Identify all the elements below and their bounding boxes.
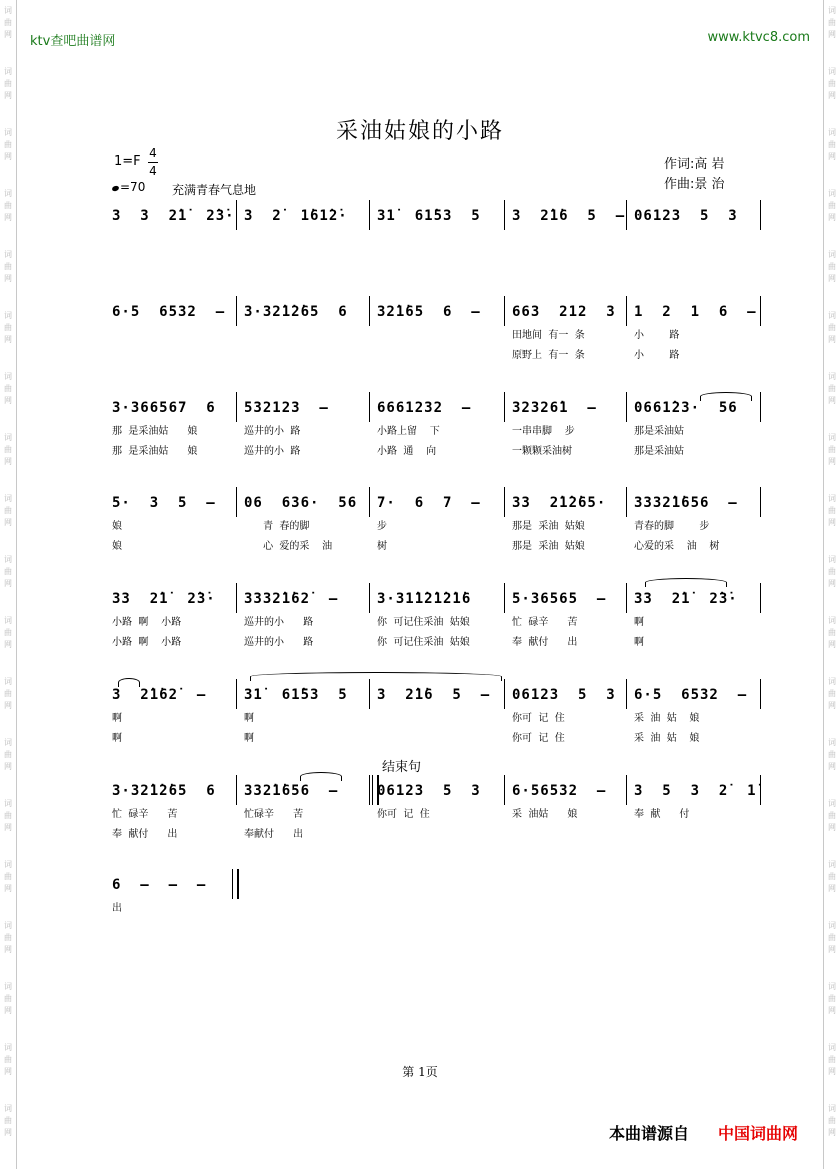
lyric-verse-1: 步 (377, 521, 387, 532)
watermark-char: 词 (4, 555, 12, 564)
watermark-char: 曲 (828, 628, 836, 637)
watermark-char: 词 (828, 1043, 836, 1052)
lyric-verse-1: 采 油姑 娘 (512, 809, 578, 820)
watermark-char: 网 (4, 640, 12, 649)
measure-notes: 06 636· 56 (244, 495, 358, 511)
lyric-verse-1: 忙碌辛 苦 (244, 809, 304, 820)
watermark-char: 网 (828, 1006, 836, 1015)
watermark-char: 网 (4, 30, 12, 39)
watermark-char: 词 (828, 250, 836, 259)
source-prefix: 本曲谱源自 (609, 1124, 690, 1143)
header-site-name[interactable]: ktv查吧曲谱网 (30, 34, 116, 49)
watermark-char: 网 (828, 640, 836, 649)
watermark-char: 网 (828, 762, 836, 771)
barline (626, 392, 627, 422)
measure-notes: 32326̇1 – (512, 400, 597, 416)
watermark-char: 网 (4, 335, 12, 344)
time-signature (148, 146, 158, 179)
watermark-char: 曲 (828, 689, 836, 698)
barline (504, 487, 505, 517)
lyric-verse-2: 巡井的小 路 (244, 637, 314, 648)
repeat-barline (372, 775, 379, 805)
watermark-char: 词 (4, 921, 12, 930)
watermark-char: 曲 (4, 506, 12, 515)
watermark-char: 词 (4, 799, 12, 808)
watermark-char: 网 (4, 518, 12, 527)
watermark-char: 曲 (828, 994, 836, 1003)
lyric-verse-2: 巡井的小 路 (244, 446, 301, 457)
lyricist-credit: 作词:高 岩 (664, 157, 725, 172)
measure-notes: 06123 5 3 (634, 208, 738, 224)
lyric-verse-1: 青 春的脚 (244, 521, 310, 532)
slur (250, 672, 502, 681)
watermark-char: 曲 (828, 201, 836, 210)
barline (369, 583, 370, 613)
measure-notes: 31̇ 61̇53 5 (244, 687, 348, 703)
watermark-char: 网 (4, 884, 12, 893)
lyric-verse-2: 啊 (634, 637, 644, 648)
barline (369, 296, 370, 326)
watermark-char: 曲 (828, 323, 836, 332)
barline (626, 487, 627, 517)
watermark-char: 词 (828, 311, 836, 320)
watermark-char: 词 (4, 250, 12, 259)
lyric-verse-2: 那 是采油姑 娘 (112, 446, 198, 457)
watermark-char: 网 (4, 1067, 12, 1076)
watermark-char: 网 (4, 91, 12, 100)
watermark-char: 曲 (4, 567, 12, 576)
watermark-char: 词 (828, 494, 836, 503)
measure-notes: 6661232 – (377, 400, 472, 416)
barline (760, 775, 761, 805)
lyric-verse-2: 采 油 姑 娘 (634, 733, 700, 744)
watermark-char: 网 (828, 701, 836, 710)
watermark-char: 曲 (4, 323, 12, 332)
watermark-char: 曲 (4, 872, 12, 881)
watermark-char: 曲 (828, 933, 836, 942)
lyric-verse-1: 那 是采油姑 娘 (112, 426, 198, 437)
watermark-char: 词 (4, 311, 12, 320)
measure-notes: 3 5 3 2̇ 1̇ (634, 783, 757, 799)
measure-notes: 33 2̇1̇ 2̇3̇· (112, 591, 216, 607)
watermark-char: 词 (4, 677, 12, 686)
final-barline (232, 869, 239, 899)
watermark-char: 词 (4, 433, 12, 442)
measure-notes: 5·36565 – (512, 591, 607, 607)
watermark-char: 曲 (828, 872, 836, 881)
lyric-verse-1: 出 (112, 903, 122, 914)
watermark-char: 词 (4, 494, 12, 503)
measure-notes: 7· 6 7 – (377, 495, 481, 511)
lyric-verse-1: 你可 记 住 (512, 713, 565, 724)
watermark-char: 词 (828, 799, 836, 808)
watermark-char: 网 (4, 213, 12, 222)
watermark-char: 词 (4, 189, 12, 198)
barline (760, 583, 761, 613)
lyric-verse-2: 啊 (112, 733, 122, 744)
measure-notes: 6 – – – (112, 877, 207, 893)
watermark-char: 曲 (4, 18, 12, 27)
watermark-char: 曲 (828, 445, 836, 454)
watermark-char: 网 (4, 823, 12, 832)
right-margin-watermark (823, 0, 840, 1169)
barline (236, 679, 237, 709)
lyric-verse-1: 巡井的小 路 (244, 426, 301, 437)
watermark-char: 网 (4, 396, 12, 405)
measure-notes: 6·56532 – (512, 783, 607, 799)
lyric-verse-2: 那是 采油 姑娘 (512, 541, 585, 552)
slur (700, 392, 752, 401)
watermark-char: 网 (828, 1128, 836, 1137)
watermark-char: 网 (828, 213, 836, 222)
watermark-char: 词 (4, 128, 12, 137)
lyric-verse-1: 一串串脚 步 (512, 426, 575, 437)
watermark-char: 词 (828, 6, 836, 15)
barline (236, 296, 237, 326)
watermark-char: 曲 (828, 750, 836, 759)
measure-notes: 3332̇1̇656 – (634, 495, 738, 511)
barline (236, 487, 237, 517)
watermark-char: 词 (828, 433, 836, 442)
lyric-verse-1: 采 油 姑 娘 (634, 713, 700, 724)
watermark-char: 曲 (4, 933, 12, 942)
barline (626, 200, 627, 230)
measure-notes: 532123 – (244, 400, 329, 416)
composer-credit: 作曲:景 治 (664, 177, 725, 192)
watermark-char: 词 (828, 555, 836, 564)
barline (236, 200, 237, 230)
watermark-char: 网 (4, 762, 12, 771)
watermark-char: 网 (4, 945, 12, 954)
lyric-verse-1: 你 可记住采油 姑娘 (377, 617, 470, 628)
watermark-char: 词 (4, 1043, 12, 1052)
lyric-verse-1: 小路上留 下 (377, 426, 440, 437)
watermark-char: 词 (828, 67, 836, 76)
lyric-verse-1: 啊 (112, 713, 122, 724)
expression-marking: 充满青春气息地 (172, 183, 257, 197)
lyric-verse-1: 啊 (244, 713, 254, 724)
measure-notes: 3 2̇1̇62̇ – (112, 687, 207, 703)
lyric-verse-2: 你 可记住采油 姑娘 (377, 637, 470, 648)
watermark-char: 网 (828, 579, 836, 588)
watermark-char: 词 (4, 372, 12, 381)
lyric-verse-2: 你可 记 住 (512, 733, 565, 744)
watermark-char: 网 (4, 274, 12, 283)
watermark-char: 网 (828, 274, 836, 283)
watermark-char: 网 (828, 30, 836, 39)
watermark-char: 曲 (828, 1116, 836, 1125)
lyric-verse-1: 小 路 (634, 330, 680, 341)
watermark-char: 曲 (828, 1055, 836, 1064)
song-title: 采油姑娘的小路 (335, 119, 504, 144)
lyric-verse-1: 忙 碌辛 苦 (512, 617, 578, 628)
measure-notes: 32̇1̇65 6 – (377, 304, 481, 320)
measure-notes: 6·5 6532 – (634, 687, 748, 703)
watermark-char: 网 (828, 518, 836, 527)
lyric-verse-1: 娘 (112, 521, 122, 532)
watermark-char: 曲 (4, 811, 12, 820)
lyric-verse-1: 奉 献 付 (634, 809, 690, 820)
watermark-char: 词 (828, 921, 836, 930)
measure-notes: 31̇ 61̇53 5 (377, 208, 481, 224)
watermark-char: 曲 (828, 506, 836, 515)
watermark-char: 网 (4, 457, 12, 466)
tempo-marking (112, 180, 145, 194)
watermark-char: 曲 (4, 79, 12, 88)
barline (369, 392, 370, 422)
watermark-char: 网 (4, 701, 12, 710)
watermark-char: 词 (4, 982, 12, 991)
slur (118, 678, 140, 687)
barline (504, 583, 505, 613)
barline (760, 679, 761, 709)
lyric-verse-2: 小 路 (634, 350, 680, 361)
lyric-verse-2: 娘 (112, 541, 122, 552)
header-site-url[interactable]: www.ktvc8.com (707, 30, 810, 45)
watermark-char: 网 (828, 457, 836, 466)
barline (504, 775, 505, 805)
key-signature: 1=F (114, 154, 141, 169)
lyric-verse-1: 那是采油姑 (634, 426, 684, 437)
measure-notes: 3 2̇1̇6 5 – (512, 208, 626, 224)
barline (369, 679, 370, 709)
lyric-verse-2: 小路 啊 小路 (112, 637, 182, 648)
barline (504, 679, 505, 709)
barline (369, 775, 370, 805)
watermark-char: 词 (4, 738, 12, 747)
barline (236, 583, 237, 613)
watermark-char: 词 (4, 1104, 12, 1113)
watermark-char: 曲 (4, 384, 12, 393)
watermark-char: 曲 (828, 811, 836, 820)
watermark-char: 词 (4, 67, 12, 76)
lyric-verse-1: 巡井的小 路 (244, 617, 314, 628)
watermark-char: 词 (828, 616, 836, 625)
measure-notes: 663 212 3 (512, 304, 616, 320)
watermark-char: 网 (828, 945, 836, 954)
watermark-char: 词 (4, 6, 12, 15)
lyric-verse-1: 啊 (634, 617, 644, 628)
watermark-char: 网 (4, 1128, 12, 1137)
watermark-char: 曲 (4, 750, 12, 759)
watermark-char: 网 (828, 884, 836, 893)
watermark-char: 曲 (4, 689, 12, 698)
measure-notes: 3·32̇1̇2̇65 6 (244, 304, 348, 320)
watermark-char: 词 (828, 372, 836, 381)
measure-notes: 3·31̇1̇2̇1̇2̇1̇6 (377, 591, 472, 607)
watermark-char: 网 (828, 335, 836, 344)
lyric-verse-2: 奉 献付 出 (512, 637, 578, 648)
measure-notes: 3·32̇1̇2̇65 6 (112, 783, 216, 799)
watermark-char: 曲 (828, 18, 836, 27)
watermark-char: 词 (828, 860, 836, 869)
ending-label: 结束句 (382, 760, 422, 775)
watermark-char: 网 (828, 152, 836, 161)
lyric-verse-2: 那是采油姑 (634, 446, 684, 457)
watermark-char: 网 (828, 1067, 836, 1076)
barline (369, 200, 370, 230)
lyric-verse-2: 小路 通 向 (377, 446, 437, 457)
barline (626, 775, 627, 805)
measure-notes: 332̇1̇656 – (244, 783, 339, 799)
barline (760, 392, 761, 422)
watermark-char: 曲 (828, 567, 836, 576)
watermark-char: 网 (828, 91, 836, 100)
measure-notes: 3 2̇1̇6 5 – (377, 687, 491, 703)
measure-notes: 33 2̇1̇ 2̇3̇· (634, 591, 738, 607)
lyric-verse-2: 心 爱的采 油 (244, 541, 333, 552)
measure-notes: 3·366567 6 (112, 400, 216, 416)
barline (760, 487, 761, 517)
slur (300, 772, 342, 781)
lyric-verse-2: 心爱的采 油 树 (634, 541, 720, 552)
source-site-link[interactable]: 中国词曲网 (718, 1124, 799, 1143)
watermark-char: 曲 (828, 262, 836, 271)
measure-notes: 06123 5 3 (512, 687, 616, 703)
watermark-char: 词 (4, 860, 12, 869)
lyric-verse-1: 你可 记 住 (377, 809, 430, 820)
watermark-char: 曲 (4, 1055, 12, 1064)
left-margin-watermark (0, 0, 17, 1169)
time-top: 4 (149, 146, 157, 160)
measure-notes: 06123 5 3 (377, 783, 481, 799)
barline (760, 296, 761, 326)
time-bottom: 4 (149, 164, 157, 178)
watermark-char: 词 (828, 1104, 836, 1113)
page-number: 第 1页 (402, 1065, 438, 1079)
measure-notes: 3 2̇ 1̇61̇2̇· (244, 208, 348, 224)
lyric-verse-2: 原野上 有一 条 (512, 350, 585, 361)
lyric-verse-1: 忙 碌辛 苦 (112, 809, 178, 820)
lyric-verse-1: 那是 采油 姑娘 (512, 521, 585, 532)
watermark-char: 词 (4, 616, 12, 625)
lyric-verse-1: 田地间 有一 条 (512, 330, 585, 341)
watermark-char: 网 (828, 823, 836, 832)
measure-notes: 3 3 2̇1̇ 2̇3̇· (112, 208, 235, 224)
measure-notes: 1 2 1 6 – (634, 304, 757, 320)
measure-notes: 3332̇1̇62̇ – (244, 591, 339, 607)
watermark-char: 曲 (4, 628, 12, 637)
quarter-note-icon (111, 185, 119, 192)
watermark-char: 词 (828, 982, 836, 991)
watermark-char: 网 (4, 1006, 12, 1015)
watermark-char: 词 (828, 128, 836, 137)
lyric-verse-2: 树 (377, 541, 387, 552)
watermark-char: 网 (828, 396, 836, 405)
lyric-verse-1: 小路 啊 小路 (112, 617, 182, 628)
watermark-char: 曲 (4, 994, 12, 1003)
watermark-char: 曲 (4, 140, 12, 149)
watermark-char: 曲 (4, 262, 12, 271)
watermark-char: 词 (828, 677, 836, 686)
tempo-value: =70 (120, 180, 146, 194)
barline (626, 679, 627, 709)
barline (626, 583, 627, 613)
lyric-verse-2: 奉 献付 出 (112, 829, 178, 840)
watermark-char: 曲 (828, 384, 836, 393)
barline (504, 296, 505, 326)
watermark-char: 曲 (4, 445, 12, 454)
lyric-verse-2: 奉献付 出 (244, 829, 304, 840)
lyric-verse-2: 一颗颗采油树 (512, 446, 572, 457)
barline (369, 487, 370, 517)
watermark-char: 网 (4, 579, 12, 588)
watermark-char: 曲 (4, 201, 12, 210)
lyric-verse-1: 青春的脚 步 (634, 521, 710, 532)
watermark-char: 词 (828, 189, 836, 198)
slur (645, 578, 727, 587)
barline (236, 392, 237, 422)
watermark-char: 曲 (828, 140, 836, 149)
watermark-char: 曲 (4, 1116, 12, 1125)
watermark-char: 词 (828, 738, 836, 747)
measure-notes: 5· 3 5 – (112, 495, 216, 511)
measure-notes: 6·5 6532 – (112, 304, 226, 320)
lyric-verse-2: 啊 (244, 733, 254, 744)
watermark-char: 网 (4, 152, 12, 161)
barline (626, 296, 627, 326)
measure-notes: 0661̇23· 56 (634, 400, 738, 416)
measure-notes: 33 2̇1̇2̇65· (512, 495, 607, 511)
barline (760, 200, 761, 230)
barline (236, 775, 237, 805)
barline (504, 392, 505, 422)
barline (504, 200, 505, 230)
watermark-char: 曲 (828, 79, 836, 88)
